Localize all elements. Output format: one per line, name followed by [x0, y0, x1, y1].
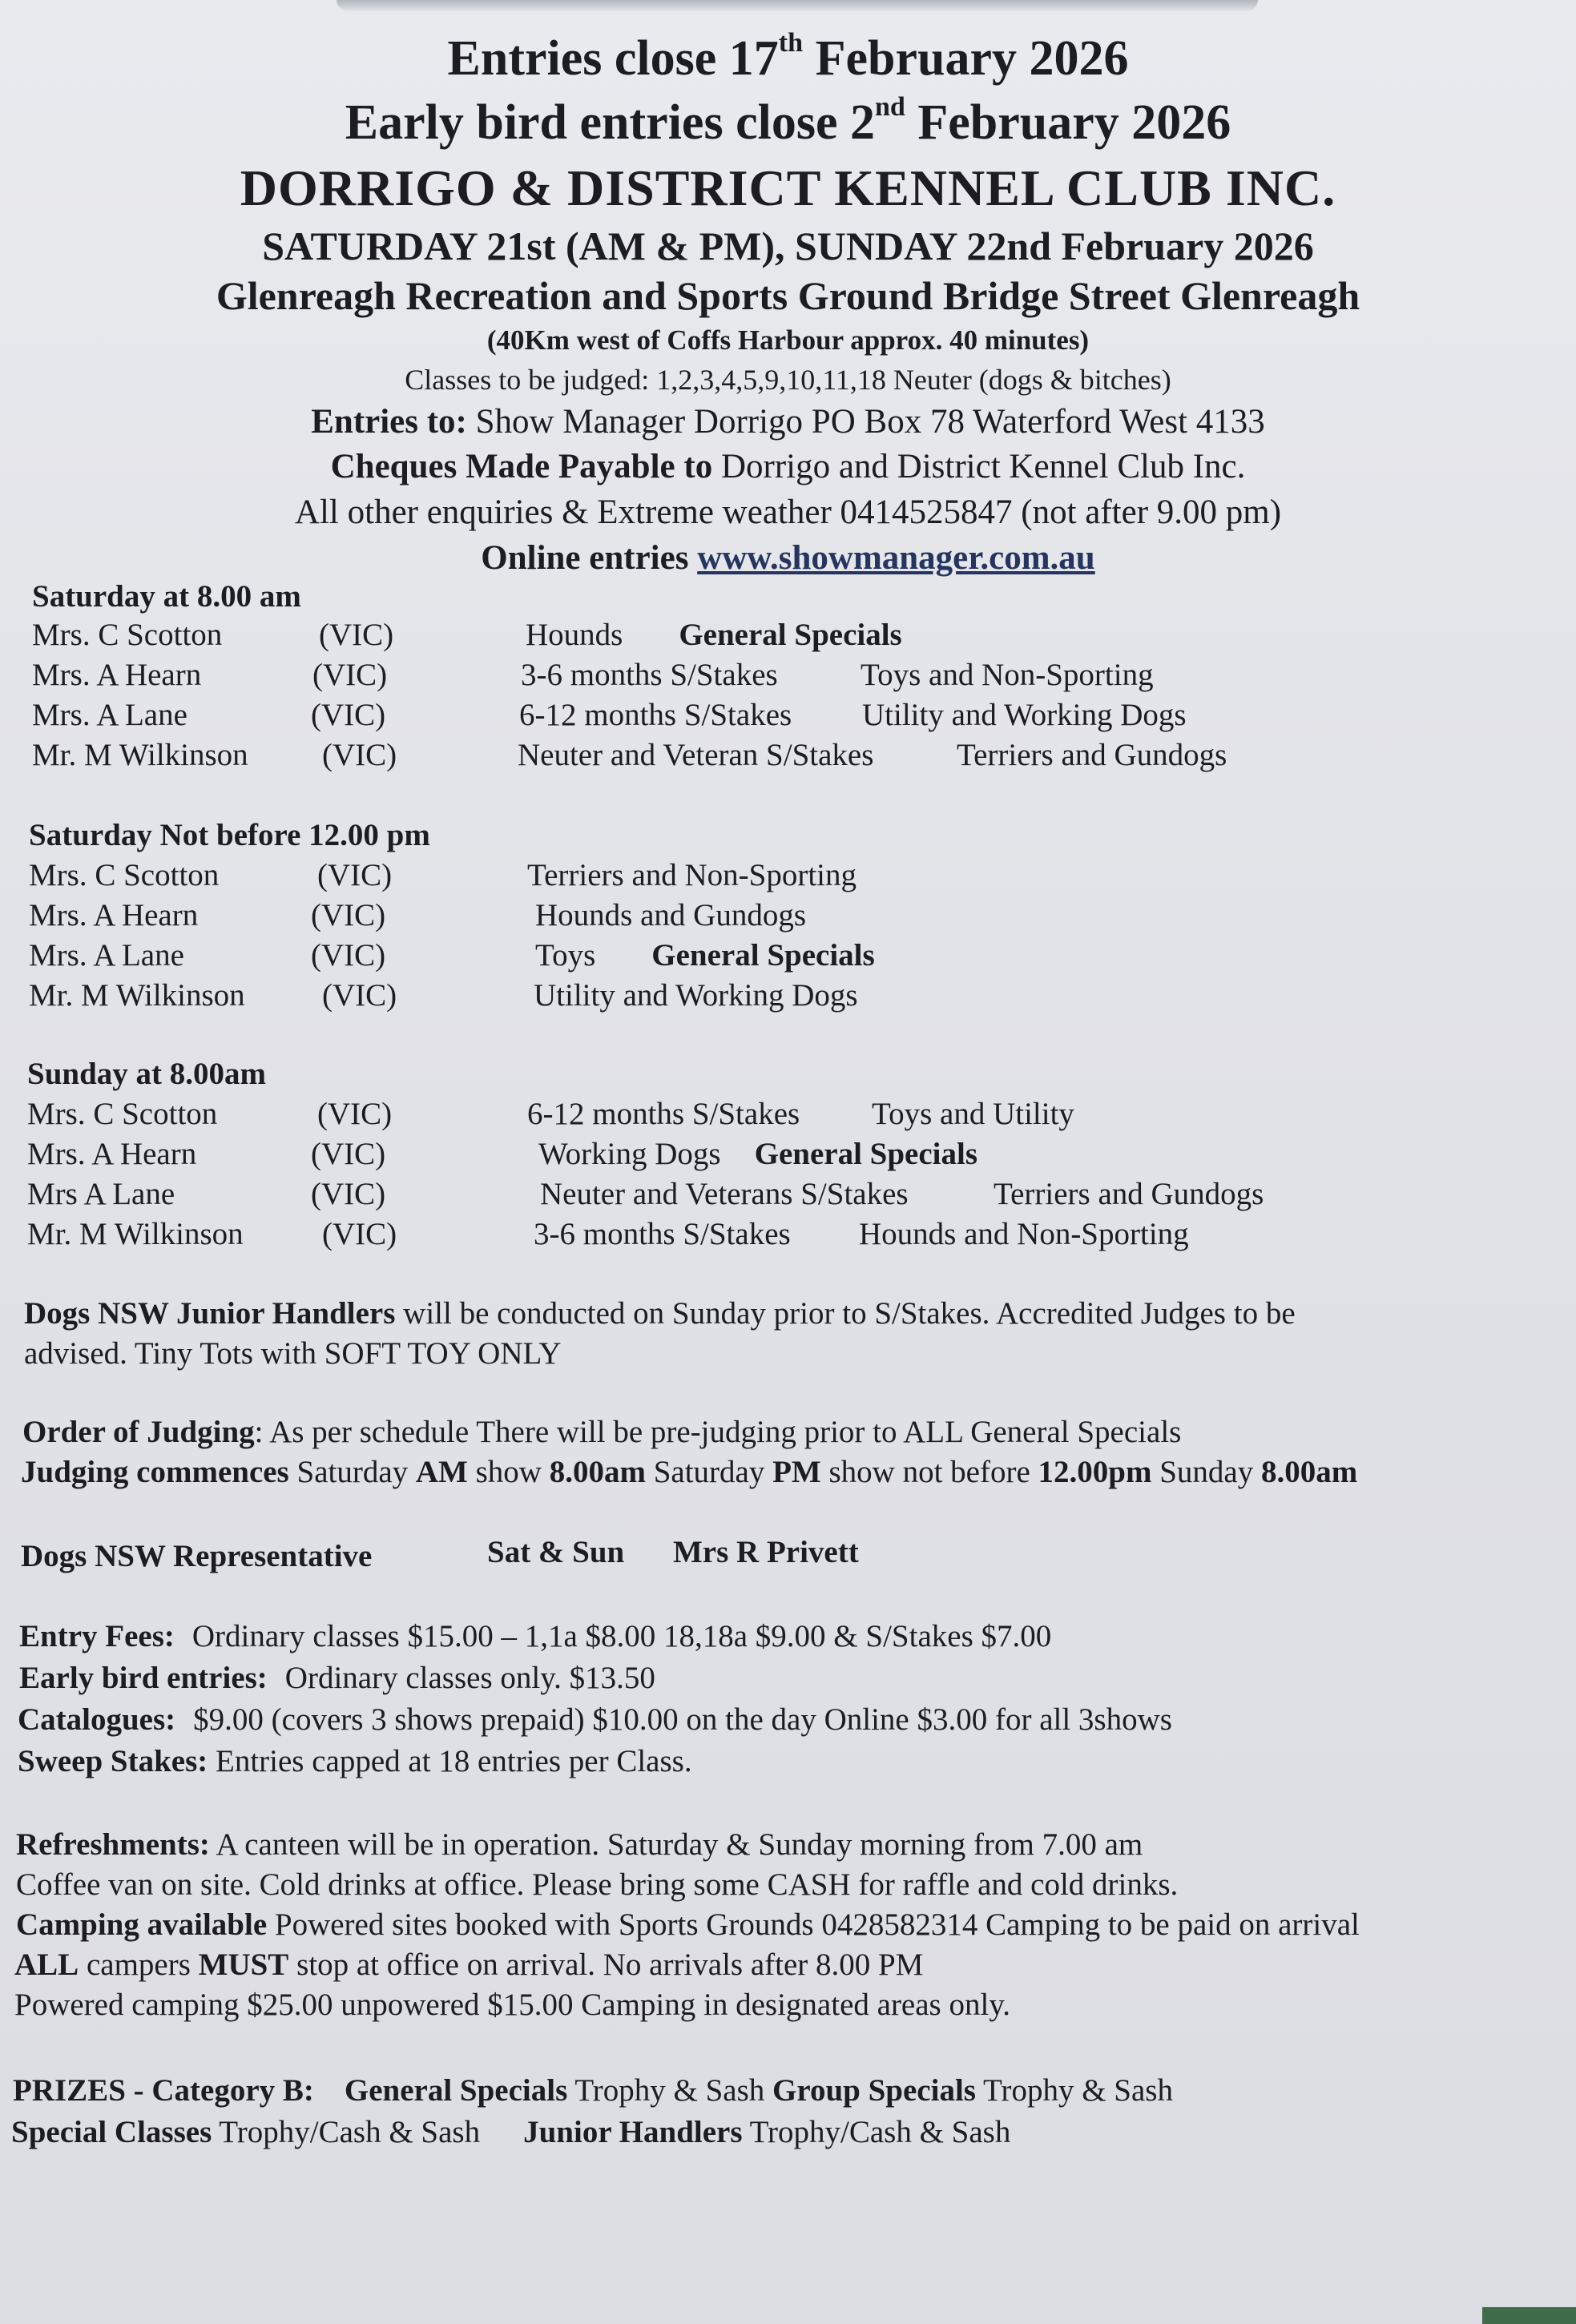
rep-label: Dogs NSW Representative: [21, 1539, 373, 1573]
showmanager-link[interactable]: www.showmanager.com.au: [697, 539, 1095, 577]
background-edge: [1482, 2307, 1576, 2324]
judge-groups: Working Dogs General Specials: [538, 1137, 977, 1171]
early-bird-fees: Early bird entries: Ordinary classes only. $13.50: [19, 1661, 655, 1695]
enquiries: All other enquiries & Extreme weather 0414525847 (not after 9.00 pm): [294, 493, 1282, 531]
junior-handlers-line: Dogs NSW Junior Handlers will be conducted on Sunday prior to S/Stakes. Accredited Judges to be: [24, 1296, 1296, 1331]
judge-groups-extra: Terriers and Gundogs: [994, 1177, 1264, 1211]
rep-days: Sat & Sun: [487, 1535, 625, 1569]
judge-groups: Toys General Specials: [535, 938, 875, 973]
judge-groups: Terriers and Non-Sporting: [527, 858, 857, 892]
online-entries: Online entries www.showmanager.com.au: [481, 539, 1095, 577]
judge-name: Mrs. A Hearn: [27, 1137, 197, 1171]
judge-state: (VIC): [322, 1217, 397, 1251]
judge-name: Mrs. A Lane: [29, 938, 184, 973]
judge-name: Mrs. A Hearn: [29, 898, 199, 932]
paper-shadow: [337, 0, 1258, 11]
judge-groups-extra: Toys and Utility: [872, 1097, 1074, 1131]
entry-fees: Entry Fees: Ordinary classes $15.00 – 1,1a $8.00 18,18a $9.00 & S/Stakes $7.00: [19, 1619, 1052, 1653]
judging-commences: Judging commences Saturday AM show 8.00am Saturday PM show not before 12.00pm Sunday 8.00am: [21, 1455, 1358, 1489]
judge-groups: Utility and Working Dogs: [534, 978, 858, 1013]
catalogues: Catalogues: $9.00 (covers 3 shows prepaid) $10.00 on the day Online $3.00 for all 3shows: [18, 1702, 1172, 1737]
refreshments: Refreshments: A canteen will be in operation. Saturday & Sunday morning from 7.00 am: [16, 1827, 1143, 1862]
sweep-stakes: Sweep Stakes: Entries capped at 18 entries per Class.: [18, 1744, 692, 1778]
judge-groups-extra: Terriers and Gundogs: [957, 738, 1227, 772]
early-bird-line: Early bird entries close 2nd February 2026: [345, 92, 1231, 150]
distance-note: (40Km west of Coffs Harbour approx. 40 minutes): [486, 324, 1090, 356]
entries-close-line: Entries close 17th February 2026: [447, 28, 1129, 86]
judge-groups: 6-12 months S/Stakes: [519, 698, 792, 732]
junior-handlers-line-2: advised. Tiny Tots with SOFT TOY ONLY: [24, 1336, 562, 1371]
show-dates: SATURDAY 21st (AM & PM), SUNDAY 22nd February 2026: [262, 224, 1314, 268]
judge-name: Mrs. A Hearn: [32, 658, 202, 692]
camping-available: Camping available Powered sites booked with Sports Grounds 0428582314 Camping to be paid on arrival: [16, 1907, 1360, 1942]
judge-state: (VIC): [317, 1097, 393, 1131]
classes-judged: Classes to be judged: 1,2,3,4,5,9,10,11,18 Neuter (dogs & bitches): [405, 364, 1171, 396]
judge-name: Mrs. C Scotton: [27, 1097, 218, 1131]
coffee-van: Coffee van on site. Cold drinks at office. Please bring some CASH for raffle and cold drinks.: [16, 1867, 1179, 1902]
camping-fees: Powered camping $25.00 unpowered $15.00 Camping in designated areas only.: [14, 1988, 1011, 2022]
judge-groups: Neuter and Veterans S/Stakes: [540, 1177, 909, 1211]
judge-groups: 6-12 months S/Stakes: [527, 1097, 800, 1131]
judge-name: Mrs. C Scotton: [29, 858, 220, 892]
entries-to: Entries to: Show Manager Dorrigo PO Box 78 Waterford West 4133: [311, 403, 1265, 441]
prizes-line-1: PRIZES - Category B: General Specials Trophy & Sash Group Specials Trophy & Sash: [13, 2073, 1173, 2108]
session-title: Saturday Not before 12.00 pm: [29, 818, 430, 852]
judge-state: (VIC): [322, 738, 397, 772]
judge-groups: 3-6 months S/Stakes: [521, 658, 778, 692]
judge-state: (VIC): [311, 698, 386, 732]
judge-name: Mrs. A Lane: [32, 698, 187, 732]
judge-groups: Hounds General Specials: [526, 618, 902, 652]
campers-must-stop: ALL campers MUST stop at office on arrival. No arrivals after 8.00 PM: [14, 1947, 924, 1982]
judge-state: (VIC): [311, 1137, 386, 1171]
judge-name: Mrs. C Scotton: [32, 618, 223, 652]
prizes-line-2: Special Classes Trophy/Cash & Sash Junior Handlers Trophy/Cash & Sash: [11, 2115, 1011, 2149]
judge-groups-extra: Utility and Working Dogs: [862, 698, 1187, 732]
judge-state: (VIC): [312, 658, 388, 692]
judge-groups-extra: Hounds and Non-Sporting: [859, 1217, 1189, 1251]
judge-groups-extra: Toys and Non-Sporting: [861, 658, 1154, 692]
judge-name: Mr. M Wilkinson: [29, 978, 245, 1013]
judge-name: Mrs A Lane: [27, 1177, 175, 1211]
judge-groups: Neuter and Veteran S/Stakes: [518, 738, 874, 772]
order-of-judging: Order of Judging: As per schedule There will be pre-judging prior to ALL General Specials: [22, 1415, 1182, 1449]
cheques-payable: Cheques Made Payable to Dorrigo and District Kennel Club Inc.: [330, 448, 1246, 485]
rep-name: Mrs R Privett: [673, 1535, 859, 1569]
judge-state: (VIC): [311, 938, 386, 973]
judge-state: (VIC): [311, 898, 386, 932]
club-name: DORRIGO & DISTRICT KENNEL CLUB INC.: [240, 159, 1336, 216]
judge-state: (VIC): [322, 978, 397, 1013]
venue: Glenreagh Recreation and Sports Ground Bridge Street Glenreagh: [216, 273, 1360, 318]
session-title: Sunday at 8.00am: [27, 1057, 266, 1091]
judge-groups: 3-6 months S/Stakes: [534, 1217, 791, 1251]
judge-state: (VIC): [317, 858, 393, 892]
judge-name: Mr. M Wilkinson: [27, 1217, 244, 1251]
judge-state: (VIC): [311, 1177, 386, 1211]
judge-name: Mr. M Wilkinson: [32, 738, 248, 772]
judge-groups: Hounds and Gundogs: [535, 898, 806, 932]
judge-state: (VIC): [319, 618, 394, 652]
session-title: Saturday at 8.00 am: [32, 579, 301, 614]
